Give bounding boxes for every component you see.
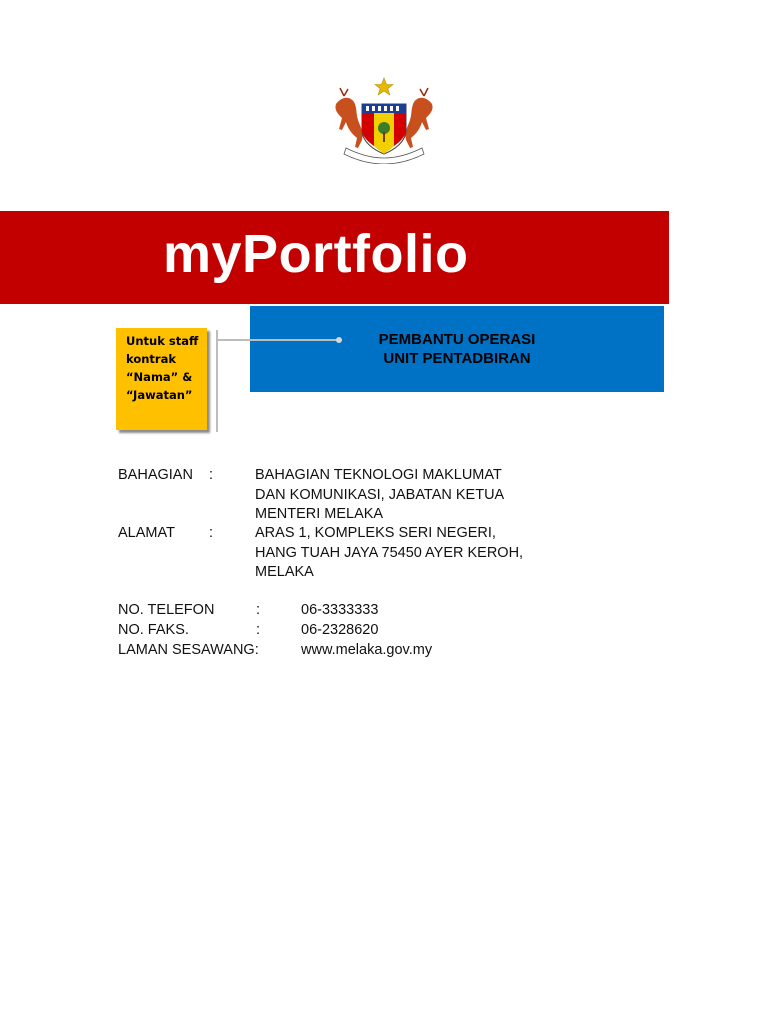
- faks-separator: :: [256, 622, 261, 638]
- note-line: kontrak: [126, 352, 177, 366]
- melaka-coat-of-arms-logo: [328, 74, 440, 164]
- alamat-value-line: ARAS 1, KOMPLEKS SERI NEGERI,: [255, 525, 496, 541]
- callout-connector-line: [218, 339, 340, 341]
- bahagian-separator: :: [209, 467, 214, 483]
- alamat-value-line: HANG TUAH JAYA 75450 AYER KEROH,: [255, 545, 524, 561]
- page-title: myPortfolio: [163, 224, 469, 284]
- laman-label: LAMAN SESAWANG:: [118, 642, 259, 658]
- role-box: [250, 306, 664, 392]
- faks-value: 06-2328620: [301, 622, 379, 638]
- alamat-separator: :: [209, 525, 214, 541]
- callout-connector-end: [336, 337, 342, 343]
- alamat-value-line: MELAKA: [255, 564, 314, 580]
- note-line: “Nama” &: [126, 370, 193, 384]
- bahagian-value-line: DAN KOMUNIKASI, JABATAN KETUA: [255, 487, 505, 503]
- callout-connector: [216, 330, 218, 432]
- website-link[interactable]: www.melaka.gov.my: [301, 642, 433, 658]
- sticky-note: [116, 328, 207, 430]
- note-line: Untuk staff: [126, 334, 199, 348]
- telefon-separator: :: [256, 602, 261, 618]
- telefon-value: 06-3333333: [301, 602, 379, 618]
- role-title: PEMBANTU OPERASI: [378, 331, 536, 348]
- alamat-label: ALAMAT: [118, 525, 175, 541]
- telefon-label: NO. TELEFON: [118, 602, 215, 618]
- bahagian-value-line: BAHAGIAN TEKNOLOGI MAKLUMAT: [255, 467, 502, 483]
- note-line: “Jawatan”: [126, 388, 193, 402]
- bahagian-value-line: MENTERI MELAKA: [255, 506, 384, 522]
- bahagian-label: BAHAGIAN: [118, 467, 193, 483]
- role-unit: UNIT PENTADBIRAN: [383, 350, 531, 367]
- faks-label: NO. FAKS.: [118, 622, 189, 638]
